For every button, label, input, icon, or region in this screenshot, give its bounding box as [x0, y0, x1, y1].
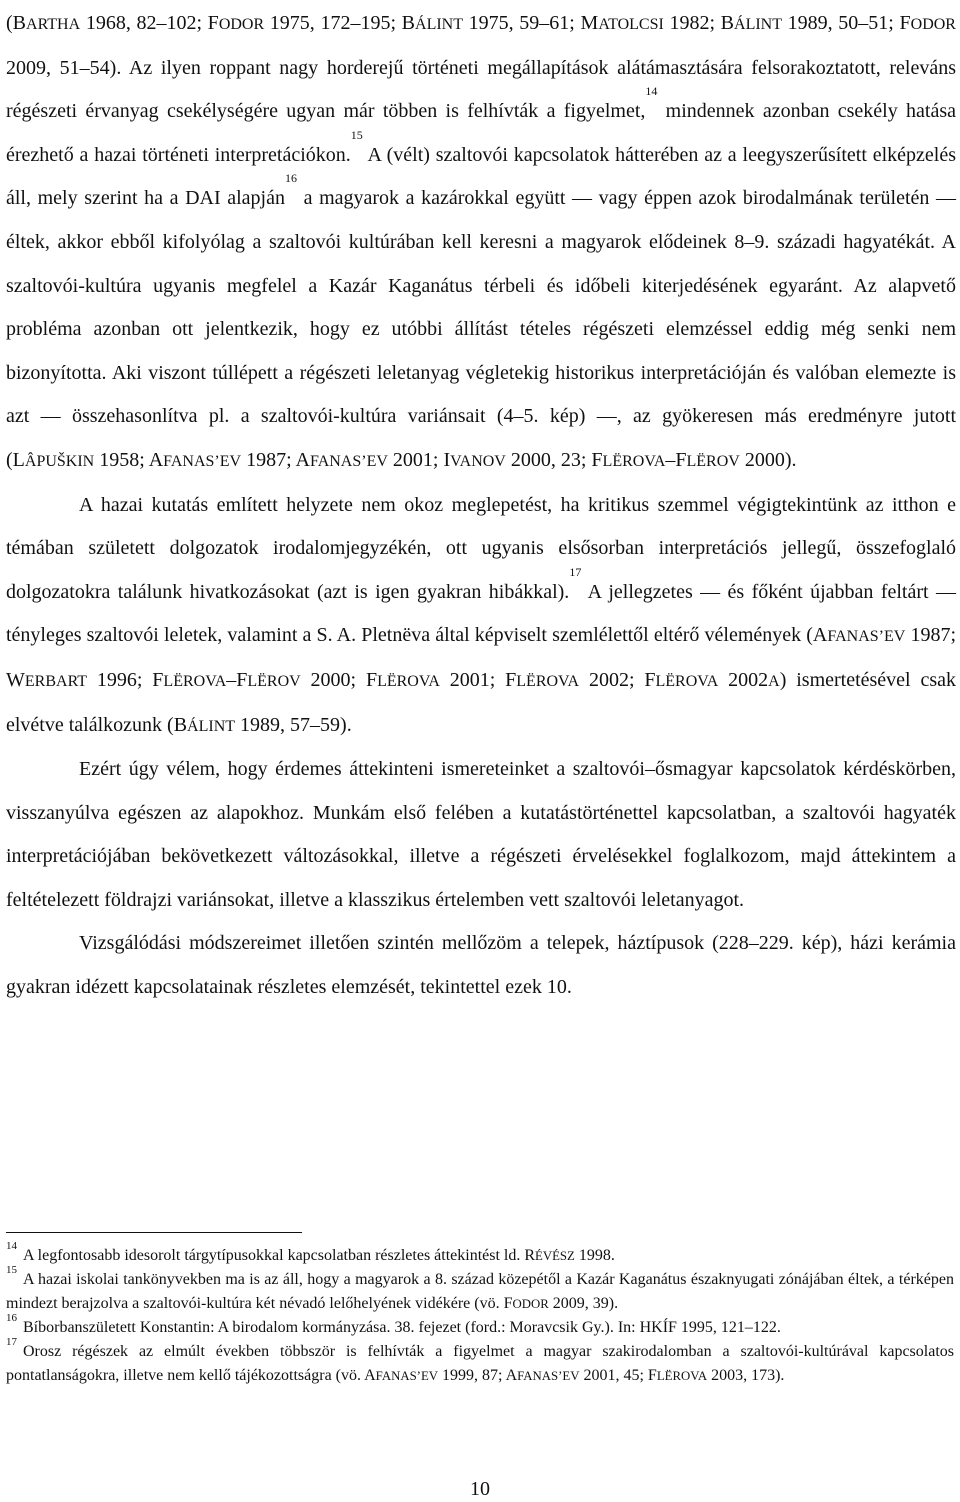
paragraph [6, 2, 956, 484]
text-run: ) ismertetésével csak elvétve találkozunk (B [6, 668, 956, 736]
small-caps-text: ATOLCSI [598, 16, 664, 33]
text-run: 2009, 39). [548, 1295, 619, 1312]
small-caps-text: VANOV [450, 452, 506, 470]
text-run: Bíborbanszületett Konstantin: A birodalom kormányzása. 38. fejezet (ford.: Moravcsik Gy.). In: HKÍF 1995, 121–122. [23, 1319, 781, 1336]
footnote-number: 14 [6, 1240, 17, 1252]
text-run: 1989, 57–59). [235, 713, 352, 736]
text-run: 2000). [739, 448, 797, 471]
text-run: A legfontosabb idesorolt tárgytípusokkal kapcsolatban részletes áttekintést ld. R [23, 1247, 536, 1264]
text-run: 2002; F [579, 668, 656, 691]
text-run: 1989, 50–51; F [782, 12, 911, 34]
small-caps-text: ODOR [218, 16, 265, 33]
text-run: a magyarok a kazárokkal együtt — vagy éppen azok birodalmának területén — éltek, akkor ebből kifolyólag a szaltovói kultúrában kell keresni a magyarok elődeinek 8–9. századi hagyatékát. A szaltovói-kultúra ugyanis megfelel a Kazár Kaganátus térbeli és időbeli kiterjedésének egyaránt. Az alapvető probléma azonban ott jelentkezik, hogy ez utóbbi állítást tételes régészeti elemzéssel eddig még senki nem bizonyította. Aki viszont túllépett a régészeti leletanyag végletekig historikus interpretációján és valóban elemezte is azt — összehasonlítva pl. a szaltovói-kultúra variánsait (4–5. kép) —, az gyökeresen más eredményre jutott (L [6, 187, 957, 471]
text-run: A hazai iskolai tankönyvekben ma is az áll, hogy a magyarok a 8. század közepétől a Kazár Kaganátus északnyugati zónájában éltek, a térképen mindezt berajzolva a szaltovói-kultúra két névadó lelőhelyének vidékére (vö. F [6, 1271, 954, 1312]
text-run: mindennek azonban csekély hatása érezhető a hazai történeti interpretációkon. [6, 100, 956, 166]
text-run: 2001; F [439, 668, 517, 691]
text-run: 1996; F [87, 668, 164, 691]
text-run: 1975, 172–195; B [264, 12, 416, 34]
paragraph [6, 922, 956, 1009]
small-caps-text: FANAS’EV [309, 452, 388, 470]
footnote-reference: 17 [569, 564, 582, 579]
small-caps-text: ARTHA [26, 16, 81, 33]
small-caps-text: LËROV [247, 672, 301, 690]
footnote-separator [6, 1232, 302, 1233]
small-caps-text: FANAS’EV [375, 1369, 439, 1383]
small-caps-text: ÁLINT [734, 16, 782, 33]
text-run: B [12, 12, 27, 34]
small-caps-text: LËROVA [655, 672, 719, 690]
small-caps-text: ÂPUŠKIN [24, 452, 95, 470]
footnote-reference: 15 [350, 127, 363, 142]
small-caps-text: FANAS’EV [827, 628, 906, 646]
text-run: 2001, 45; F [579, 1367, 657, 1384]
footnote [6, 1336, 954, 1388]
text-run: 1999, 87; A [438, 1367, 518, 1384]
text-run: 2003, 173). [707, 1367, 785, 1384]
small-caps-text: LËROVA [163, 672, 227, 690]
text-run: Orosz régészek az elmúlt években többször is felhívták a figyelmet a magyar szakirodalomban a szaltovói-kultúrával kapcsolatos pontatlanságokra, illetve nem kellő tájékozottságra (vö. A [6, 1343, 954, 1384]
footnote-number: 16 [6, 1312, 17, 1324]
text-run: Ezért úgy vélem, hogy érdemes áttekinteni ismereteinket a szaltovói–ősmagyar kapcsolatok kérdéskörben, visszanyúlva egészen az alapokhoz. Munkám első felében a kutatástörténettel kapcsolatban, a szaltovói hagyaték interpretációjában bekövetkezett változásokkal, illetve a régészeti érvelésekkel foglalkozom, majd áttekintem a feltételezett földrajzi variánsokat, illetve a klasszikus értelemben vett szaltovói leletanyagot. [6, 758, 956, 911]
text-run: A (vélt) szaltovói kapcsolatok hátterében az a leegyszerűsített elképzelés áll, mely szerint ha a DAI alapján [6, 143, 957, 210]
footnotes [6, 1240, 954, 1388]
small-caps-text: A [768, 672, 780, 690]
text-run: 1998. [574, 1247, 615, 1264]
paragraph [6, 484, 956, 749]
text-run: –F [665, 448, 687, 471]
text-run: 1987; W [6, 624, 956, 691]
text-run: 2000; F [300, 668, 378, 691]
text-run: Vizsgálódási módszereimet illetően szintén mellőzöm a telepek, háztípusok (228–229. kép), házi kerámia gyakran idézett kapcsolatainak részletes elemzését, tekintettel ezek 10. [6, 932, 956, 999]
footnote-reference: 14 [645, 84, 658, 99]
small-caps-text: LËROVA [516, 672, 580, 690]
text-run: 2009, 51–54). Az ilyen roppant nagy horderejű történeti megállapítások alátámasztására felsorakoztatott, releváns régészeti érvanyag csekélységére ugyan már többen is felhívták a figyelmet, [6, 56, 956, 123]
footnote-number: 17 [6, 1336, 17, 1348]
text-run: A hazai kutatás említett helyzete nem okoz meglepetést, ha kritikus szemmel végigtekintünk az itthon e témában született dolgozatok irodalomjegyzékén, ott ugyanis elsősorban interpretációs jellegű, összefoglaló dolgozatokra találunk hivatkozásokat (azt is igen gyakran hibákkal). [6, 493, 956, 603]
small-caps-text: ÁLINT [187, 717, 236, 735]
small-caps-text: FANAS’EV [163, 452, 242, 470]
small-caps-text: ODOR [910, 16, 956, 33]
text-run: –F [226, 668, 248, 691]
text-run: 1975, 59–61; M [463, 12, 599, 34]
text-run: 1982; B [663, 12, 735, 34]
small-caps-text: LËROV [686, 452, 740, 470]
footnote [6, 1264, 954, 1316]
text-run: 1968, 82–102; F [80, 12, 219, 34]
small-caps-text: LËROVA [602, 452, 666, 470]
footnote-reference: 16 [284, 171, 297, 186]
small-caps-text: FANAS’EV [517, 1369, 580, 1383]
text-run: 2000, 23; F [505, 448, 603, 471]
text-run: A jellegzetes — és főként újabban feltárt — tényleges szaltovói leletek, valamint a S. A. Pletnëva által képviselt szemlélettől eltérő vélemények (A [6, 580, 956, 647]
small-caps-text: ÉVÉSZ [535, 1249, 575, 1263]
footnote [6, 1312, 954, 1340]
small-caps-text: ODOR [512, 1297, 549, 1311]
page-number: 10 [470, 1478, 490, 1500]
text-run: 2001; I [387, 448, 451, 471]
small-caps-text: LËROVA [656, 1369, 708, 1383]
small-caps-text: ÁLINT [415, 16, 463, 33]
text-run: 2002 [718, 668, 769, 691]
text-run: 1958; A [94, 448, 164, 471]
text-run: 1987; A [241, 448, 310, 471]
main-text [6, 2, 956, 1010]
small-caps-text: LËROVA [377, 672, 440, 690]
footnote-number: 15 [6, 1264, 17, 1276]
small-caps-text: ERBART [24, 672, 88, 690]
footnote [6, 1240, 954, 1268]
paragraph [6, 748, 956, 922]
text-run: ( [6, 12, 13, 34]
